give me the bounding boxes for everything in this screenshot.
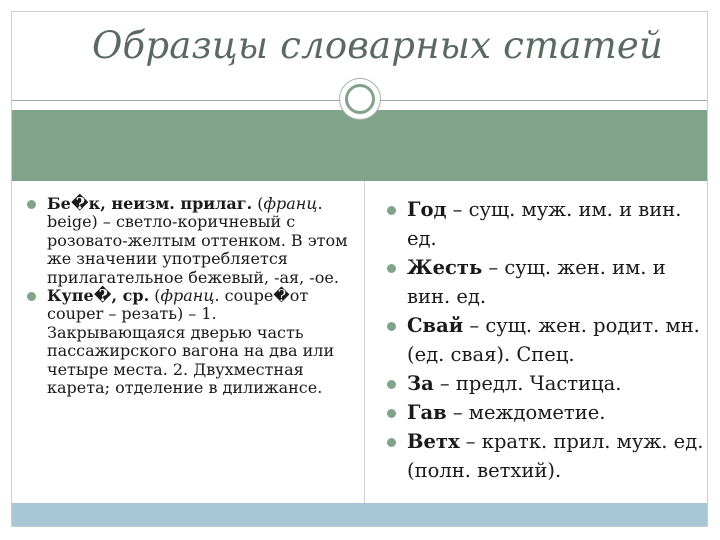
slide-title: Образцы словарных статей <box>92 24 664 67</box>
entry-origin: франц <box>263 194 318 213</box>
list-item <box>382 369 704 398</box>
list-item <box>382 311 704 369</box>
right-entry-list <box>382 195 704 485</box>
entry-text: – предл. Частица. <box>433 372 622 395</box>
entry-head: Гав <box>407 401 447 424</box>
list-item <box>382 427 704 485</box>
entry-head: Ветх <box>407 430 460 453</box>
entry-head: Жесть <box>407 256 483 279</box>
ornament-ring <box>345 84 375 114</box>
bullet-icon <box>27 292 36 301</box>
bullet-icon <box>387 322 396 331</box>
entry-text: . beige) – светло-коричневый с розовато-желтым оттенком. В этом же значении употребляется прилагательное бежевый, -ая, -ое. <box>47 194 348 287</box>
entry-paren: ( <box>257 194 264 213</box>
footer-band <box>12 503 707 526</box>
left-column <box>22 195 357 397</box>
list-item <box>22 195 357 287</box>
list-item <box>382 253 704 311</box>
entry-head: Свай <box>407 314 464 337</box>
column-divider <box>364 181 365 503</box>
entry-paren: ( <box>154 286 161 306</box>
right-column <box>382 195 704 485</box>
bullet-icon <box>387 438 396 447</box>
bullet-icon <box>387 206 396 215</box>
entry-text: – кратк. прил. муж. ед. (полн. ветхий). <box>407 430 704 482</box>
ornament-circle-icon <box>339 78 381 120</box>
entry-head: Купе�, ср. <box>47 286 150 306</box>
list-item <box>22 287 357 397</box>
entry-head: Бе�к, неизм. прилаг. <box>47 194 253 213</box>
entry-text: – сущ. муж. им. и вин. ед. <box>407 198 682 250</box>
left-entry-list <box>22 195 357 397</box>
bullet-icon <box>387 264 396 273</box>
bullet-icon <box>387 409 396 418</box>
header-band <box>12 110 707 181</box>
list-item <box>382 398 704 427</box>
entry-text: – сущ. жен. родит. мн. (ед. свая). Спец. <box>407 314 700 366</box>
entry-head: Год <box>407 198 447 221</box>
entry-origin: франц <box>160 286 215 306</box>
entry-head: За <box>407 372 434 395</box>
list-item <box>382 195 704 253</box>
bullet-icon <box>27 200 36 209</box>
bullet-icon <box>387 380 396 389</box>
entry-text: . coupe�от couper – резать) – 1. Закрывающаяся дверью часть пассажирского вагона на два или четыре места. 2. Двухместная карета; отделение в дилижансе. <box>47 286 335 398</box>
entry-text: – междометие. <box>446 401 606 424</box>
entry-text: – сущ. жен. им. и вин. ед. <box>407 256 666 308</box>
